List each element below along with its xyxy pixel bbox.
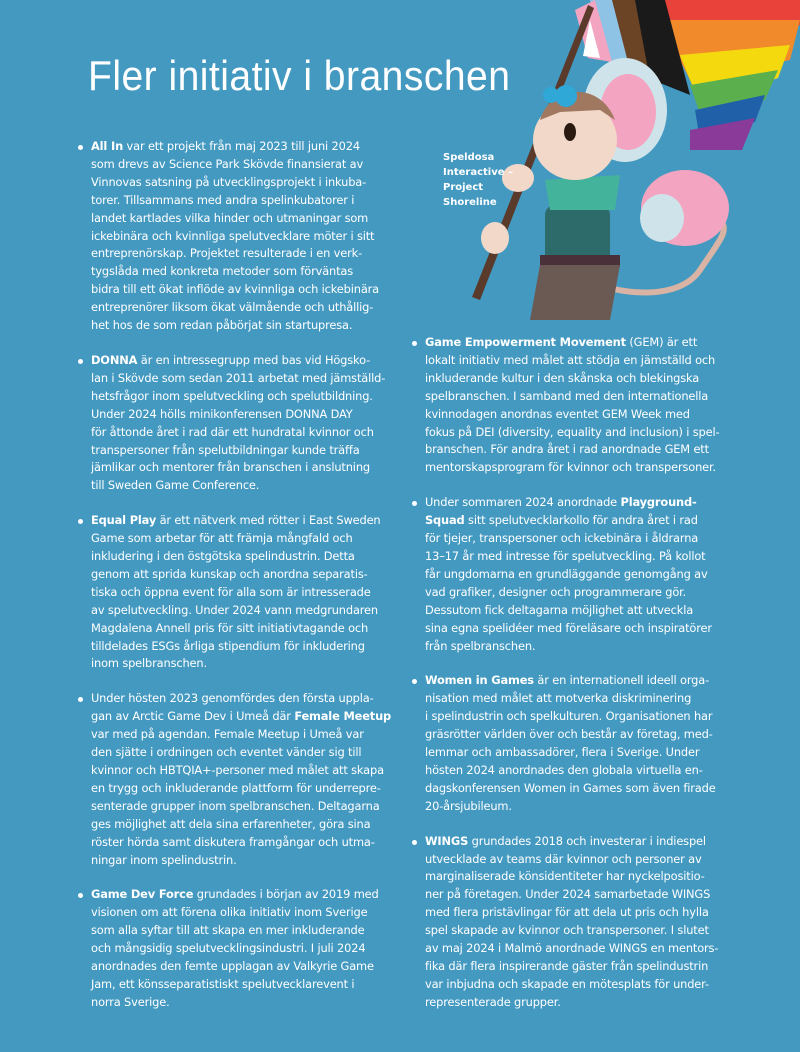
initiative-name: WINGS [425,833,469,848]
list-item [76,886,386,1011]
item-text-line: bidra till ett ökat inflöde av kvinnliga och ickebinära [91,282,380,297]
item-text-line: inom spelbranschen. [91,656,207,671]
item-text: är ett nätverk med rötter i East Sweden [156,513,381,528]
item-text-line: för tjejer, transpersoner och ickebinära i åldrarna [425,531,699,546]
item-text-line: entreprenörskap. Projektet resulterade i en verk- [91,246,363,261]
initiative-name: Game Empowerment Movement [425,335,626,349]
item-text-line: inkluderande kultur i den skånska och blekingska [425,370,700,385]
list-item [410,334,720,477]
item-text: (GEM) är ett [625,335,698,349]
item-text-line: för åttonde året i rad där ett hundratal kvinnor och [91,424,374,439]
item-text-line: får ungdomarna en grundläggande genomgång av [425,566,708,581]
item-text-line: spelbranschen. I samband med den internationella [425,388,709,403]
item-text-line: från spelbranschen. [425,638,536,653]
item-text-line: Vinnovas satsning på utvecklingsprojekt i inkuba- [91,174,367,189]
initiative-name: DONNA [91,352,138,367]
item-text-line: var med på agendan. Female Meetup i Umeå var [91,727,364,742]
item-text: gan av Arctic Game Dev i Umeå där [91,709,295,724]
caption-line: Interactive – [443,167,513,178]
item-text-line: sina egna spelidéer med föreläsare och inspiratörer [425,620,712,635]
bullet-icon [412,840,417,845]
item-text-line [425,494,720,512]
item-text-line: av maj 2024 i Malmö anordnade WINGS en mentors- [425,941,719,956]
caption-line: Shoreline [443,197,497,208]
item-text-line: röster hörda samt diskutera framgångar och utma- [91,834,375,849]
item-text-line: spel skapade av kvinnor och transpersoner. I slutet [425,923,709,938]
item-text-line: jämlikar och mentorer från branschen i anslutning [91,460,370,475]
initiative-name: Female Meetup [294,709,392,724]
item-text-line: het hos de som redan påbörjat sin startupresa. [91,318,353,333]
initiative-name: Women in Games [425,673,534,688]
list-item [76,512,386,673]
initiative-name: All In [91,139,124,153]
bullet-icon [78,359,83,364]
page-title: Fler initiativ i branschen [88,52,511,99]
item-text-line: ges möjlighet att dela sina erfarenheter, göra sina [91,816,371,831]
list-item [410,672,720,815]
item-text-line: lokalt initiativ med målet att stödja en jämställd och [425,352,716,367]
item-text-line: 20-årsjubileum. [425,798,512,813]
bullet-icon [78,145,83,150]
bullet-icon [412,501,417,506]
item-text-line: tilldelades ESGs årliga stipendium för inkludering [91,638,365,653]
bullet-icon [78,519,83,524]
item-text-line [91,138,386,156]
initiative-name: Squad [425,513,465,528]
item-text: är en intressegrupp med bas vid Högsko- [137,352,371,367]
item-text-line: visionen om att förena olika initiativ inom Sverige [91,905,368,920]
item-text-line: gräsrötter världen över och består av företag, med- [425,727,713,742]
item-text-line: den sjätte i ordningen och eventet vänder sig till [91,745,362,760]
item-text-line: senterade grupper inom spelbranschen. Deltagarna [91,798,380,813]
item-text-line: representerade grupper. [425,994,561,1009]
item-text-line: som alla syftar till att skapa en mer inkluderande [91,923,365,938]
list-item [410,494,720,655]
item-text-line: landet kartlades vilka hinder och utmaningar som [91,210,369,225]
caption-line: Speldosa [443,152,495,163]
item-text-line: fika där flera inspirerande gäster från spelindustrin [425,959,709,973]
item-text-line: Jam, ett könsseparatistiskt spelutvecklarevent i [91,976,355,991]
initiative-name: Game Dev Force [91,887,194,902]
item-text: sitt spelutvecklarkollo för andra året i rad [464,513,698,528]
item-text: är en internationell ideell orga- [533,673,710,688]
item-text-line: dagskonferensen Women in Games som även firade [425,780,716,795]
bullet-icon [412,341,417,346]
item-text-line: till Sweden Game Conference. [91,478,260,493]
list-item [76,138,386,335]
item-text-line: kvinnodagen anordnas eventet GEM Week med [425,406,690,421]
item-text-line: en trygg och inkluderande plattform för underrepre- [91,780,381,795]
item-text-line: norra Sverige. [91,994,170,1009]
item-text: grundades i början av 2019 med [193,887,379,902]
item-text-line: mentorskapsprogram för kvinnor och transpersoner. [425,460,716,475]
item-text-line: i spelindustrin och spelkulturen. Organisationen har [425,709,713,724]
item-text-line [425,672,720,690]
item-text-line: anordnades den femte upplagan av Valkyrie Game [91,959,374,974]
item-text-line: ickebinära och kvinnliga spelutvecklare möter i sitt [91,228,375,243]
item-text-line [91,886,386,904]
item-text-line: var inbjudna och skapade en mötesplats för under- [425,976,709,991]
left-column [76,138,392,1029]
item-text-line: 13–17 år med intresse för spelutveckling. På kollot [425,548,706,563]
item-text: var ett projekt från maj 2023 till juni 2024 [123,139,360,153]
item-text-line: genom att sprida kunskap och anordna separatis- [91,566,368,581]
bullet-icon [412,679,417,684]
item-text-line: hösten 2024 anordnades den globala virtuella en- [425,762,703,777]
item-text-line: nisation med målet att motverka diskriminering [425,691,692,706]
image-caption [443,150,523,210]
list-item [76,690,392,869]
item-text-line: som drevs av Science Park Skövde finansierat av [91,156,364,171]
item-text-line: ner på företagen. Under 2024 samarbetade WINGS [425,887,711,902]
bullet-icon [78,697,83,702]
initiative-name: Playground- [620,495,697,510]
initiative-list-left [76,138,392,1012]
item-text-line: torer. Tillsammans med andra spelinkubatorer i [91,192,355,207]
caption-line: Project [443,182,484,193]
initiative-name: Equal Play [91,513,157,528]
item-text-line: inkludering i den östgötska spelindustrin. Detta [91,549,355,564]
item-text-line: lemmar och ambassadörer, flera i Sverige. Under [425,745,700,760]
item-text-line: hetsfrågor inom spelutveckling och spelutbildning. [91,388,373,403]
item-text-line: utvecklade av teams där kvinnor och personer av [425,851,702,866]
item-text-line: entreprenörer liksom ökat välmående och uthållig- [91,300,374,315]
item-text-line: Dessutom fick deltagarna möjlighet att utveckla [425,602,694,617]
initiative-list-right [410,334,720,1012]
item-text-line: branschen. För andra året i rad anordnade GEM ett [425,442,709,457]
item-text-line [91,708,392,726]
right-column [410,334,720,1029]
item-text-line [425,833,720,851]
item-text-line: marginaliserade könsidentiteter har nyckelpositio- [425,869,705,884]
item-text-line: fokus på DEI (diversity, equality and inclusion) i spel- [425,424,720,439]
item-text: Under sommaren 2024 anordnade [425,495,621,510]
item-text-line: kvinnor och HBTQIA+-personer med målet att skapa [91,763,384,777]
item-text-line [91,352,386,370]
list-item [76,352,386,495]
item-text-line: med flera pristävlingar för att dela ut pris och hylla [425,905,709,920]
item-text-line: och mångsidig spelutvecklingsindustri. I juli 2024 [91,941,366,956]
list-item [410,833,720,1012]
item-text-line: vad grafiker, designer och programmerare gör. [425,584,687,599]
item-text-line: av spelutveckling. Under 2024 vann medgrundaren [91,602,378,617]
item-text-line: lan i Skövde som sedan 2011 arbetat med jämställd- [91,370,386,385]
item-text-line: Game som arbetar för att främja mångfald och [91,531,353,546]
item-text-line: Under hösten 2023 genomfördes den första uppla- [91,691,374,706]
item-text-line: transpersoner från spelutbildningar kunde träffa [91,442,360,457]
item-text-line: tygslåda med konkreta metoder som förväntas [91,264,354,279]
item-text-line [425,512,720,530]
item-text-line: Under 2024 hölls minikonferensen DONNA DAY [91,406,353,421]
item-text: grundades 2018 och investerar i indiespel [468,833,706,848]
item-text-line: tiska och öppna event för alla som är intresserade [91,584,371,599]
item-text-line: Magdalena Annell pris för sitt initiativtagande och [91,620,369,635]
item-text-line [91,512,386,530]
item-text-line [425,334,720,352]
item-text-line: ningar inom spelindustrin. [91,852,237,867]
bullet-icon [78,893,83,898]
